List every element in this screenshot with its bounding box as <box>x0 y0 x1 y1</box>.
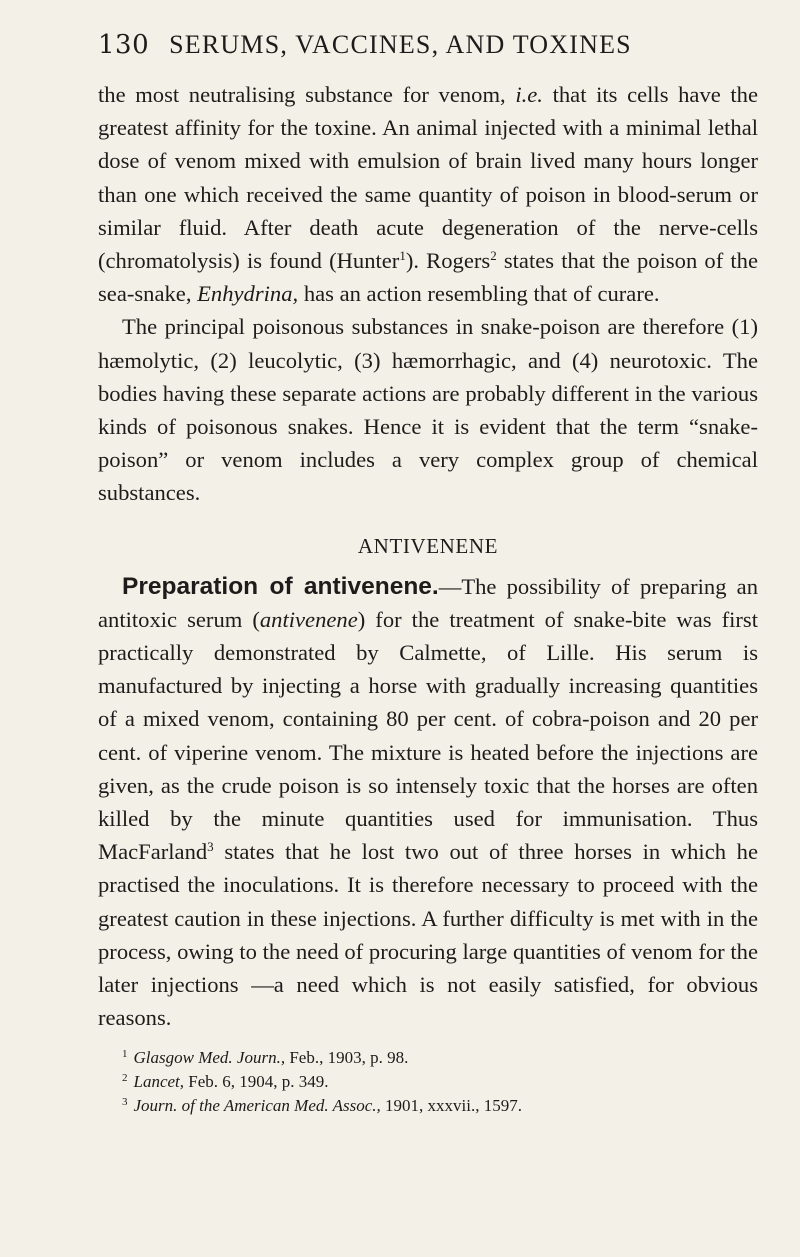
text-run: ). Rogers <box>405 248 491 274</box>
footnote-mark: 1 <box>122 1048 128 1061</box>
footnote-source: Journ. of the American Med. Assoc., <box>133 1096 381 1116</box>
footnote-ref-2[interactable]: 2 <box>490 248 497 264</box>
italic-enhydrina: Enhydrina, <box>197 281 299 307</box>
italic-ie: i.e. <box>515 82 543 107</box>
footnote-mark: 2 <box>122 1072 128 1085</box>
text-run: has an action resembling that of curare. <box>298 281 660 307</box>
page-header <box>98 30 758 78</box>
body-text <box>98 78 758 1034</box>
text-run: the most neutralising substance for venom, <box>98 82 516 107</box>
footnote-1 <box>122 1046 758 1070</box>
footnote-source: Glasgow Med. Journ., <box>133 1048 286 1068</box>
italic-antivenene: antivenene <box>259 606 358 632</box>
footnote-ref-3[interactable]: 3 <box>207 839 214 855</box>
footnote-detail: 1901, xxxvii., 1597. <box>380 1096 522 1116</box>
footnote-mark: 3 <box>122 1096 128 1109</box>
footnotes <box>98 1046 758 1118</box>
page-number: 130 <box>98 30 150 60</box>
text-run: states that the poison of the sea-snake, <box>98 248 759 307</box>
section-title: ANTIVENENE <box>357 533 499 558</box>
paragraph-3 <box>98 570 758 1035</box>
footnote-detail: Feb., 1903, p. 98. <box>285 1048 409 1068</box>
footnote-ref-1[interactable]: 1 <box>399 248 406 264</box>
text-run: that its cells have the greatest affinity for the toxine. An animal injected with a minimal lethal dose of venom mixed with emulsion of brain lived many hours longer than one which received the same quantity of poison in blood-serum or similar fluid. After death acute degeneration of the nerve-cells (chromatolysis) is found (Hunter <box>98 82 758 274</box>
running-head: SERUMS, VACCINES, AND TOXINES <box>169 30 632 59</box>
paragraph-1 <box>98 78 758 310</box>
footnote-source: Lancet, <box>133 1072 185 1092</box>
text-run: states that he lost two out of three horses in which he practised the inoculations. It is therefore necessary to proceed with the greatest caution in these injections. A further difficulty is met with in the process, owing to the need of procuring large quantities of venom for the later injections —a need which is not easily satisfied, for obvious reasons. <box>98 839 758 1031</box>
paragraph-2: The principal poisonous substances in snake-poison are therefore (1) hæmolytic, (2) leucolytic, (3) hæmorrhagic, and (4) neurotoxic. The bodies having these separate actions are probably different in the various kinds of poisonous snakes. Hence it is evident that the term “snake-poison” or venom includes a very complex group of chemical substances. <box>98 314 758 506</box>
text-run: —The possibility of preparing an antitoxic serum ( <box>98 573 759 632</box>
run-in-heading: Preparation of antivenene. <box>122 572 439 600</box>
text-run: ) for the treatment of snake-bite was first practically demonstrated by Calmette, of Lille. His serum is manufactured by injecting a horse with gradually increasing quantities of a mixed venom, containing 80 per cent. of cobra-poison and 20 per cent. of viperine venom. The mixture is heated before the injections are given, as the crude poison is so intensely toxic that the horses are often killed by the minute quantities used for immunisation. Thus MacFarland <box>98 606 758 865</box>
footnote-detail: Feb. 6, 1904, p. 349. <box>184 1072 329 1092</box>
footnote-2 <box>122 1070 758 1094</box>
footnote-3 <box>122 1094 758 1118</box>
